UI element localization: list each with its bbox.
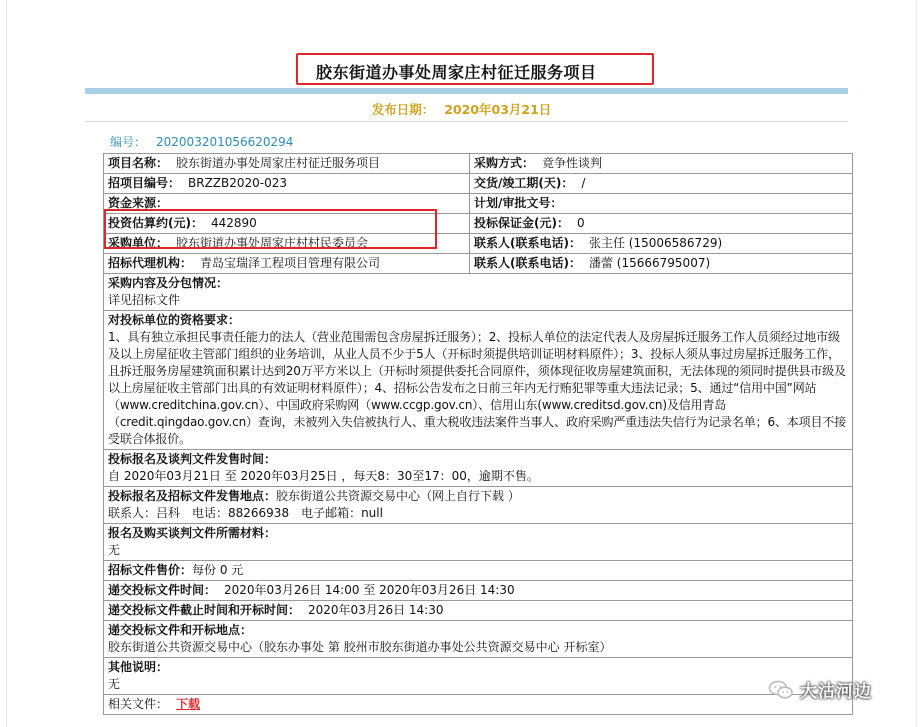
sale-place-value: 胶东街道公共资源交易中心（网上自行下载 ）	[276, 489, 520, 503]
materials-cell	[104, 524, 853, 561]
deadline-label: 递交投标文件截止时间和开标时间：	[108, 603, 301, 617]
place-cell	[104, 621, 853, 658]
document-number-label: 编号：	[110, 135, 147, 149]
other-value: 无	[108, 677, 121, 691]
deposit-label: 投标保证金(元)：	[474, 216, 569, 230]
sale-place-cell	[104, 487, 853, 524]
watermark-text: 大沽河边	[800, 682, 872, 702]
title-underline-bar	[85, 88, 848, 94]
qualification-value: 1、具有独立承担民事责任能力的法人（营业范围需包含房屋拆迁服务）；2、投标人单位的法定代表人及房屋拆迁服务工作人员须经过地市级及以上房屋征收主管部门组织的业务培训，从业人员不少于5人（开标时须提供培训证明材料原件）；3、投标人须从事过房屋拆迁服务工作，且拆迁服务房屋建筑面积累计达到20万平方米以上（开标时须提供委托合同原件，须体现征收房屋建筑面积，无法体现的须同时提供县市级及以上房屋征收主管部门出具的有效证明材料原件）；4、招标公告发布之日前三年内无行贿犯罪等重大违法记录；5、通过“信用中国”网站（www.creditchina.gov.cn）、中国政府采购网（www.ccgp.gov.cn）、信用山东(www.creditsd.gov.cn)及信用青岛（credit.qingdao.gov.cn）查询，未被列入失信被执行人、重大税收违法案件当事人、政府采购严重违法失信行为记录名单；6、本项目不接受联合体报价。	[108, 330, 847, 446]
delivery-period-label: 交货/竣工期(天)：	[474, 176, 574, 190]
plan-approval-label: 计划/审批文号：	[474, 196, 563, 210]
table-row	[104, 174, 853, 194]
content-cell	[104, 274, 853, 311]
contact2-cell	[470, 254, 853, 274]
table-row	[104, 695, 853, 715]
project-name-cell	[104, 154, 470, 174]
budget-label: 投资估算约(元)：	[108, 216, 203, 230]
divider	[85, 121, 848, 122]
download-link[interactable]: 下载	[176, 697, 201, 711]
sale-time-label: 投标报名及谈判文件发售时间：	[108, 452, 277, 466]
content-value: 详见招标文件	[108, 293, 181, 307]
table-row	[104, 581, 853, 601]
other-cell	[104, 658, 853, 695]
deposit-cell	[470, 214, 853, 234]
contact2-label: 联系人(联系电话)：	[474, 256, 581, 270]
deadline-cell	[104, 601, 853, 621]
price-label: 招标文件售价：	[108, 563, 193, 577]
document-number-value: 202003201056620294	[156, 135, 294, 149]
agency-value: 青岛宝瑞泽工程项目管理有限公司	[200, 256, 381, 270]
agency-label: 招标代理机构：	[108, 256, 193, 270]
publish-date-label: 发布日期：	[371, 102, 435, 117]
price-cell	[104, 561, 853, 581]
other-label: 其他说明：	[108, 660, 169, 674]
content-label: 采购内容及分包情况：	[108, 276, 229, 290]
tender-no-label: 招项目编号：	[108, 176, 181, 190]
fund-source-label: 资金来源：	[108, 196, 169, 210]
files-cell	[104, 695, 853, 715]
qualification-cell	[104, 311, 853, 450]
document-number	[110, 133, 293, 150]
tender-no-cell	[104, 174, 470, 194]
materials-label: 报名及购买谈判文件所需材料：	[108, 526, 277, 540]
purchase-method-label: 采购方式：	[474, 156, 535, 170]
table-row	[104, 311, 853, 450]
plan-approval-cell	[470, 194, 853, 214]
price-value: 每份 0 元	[192, 563, 244, 577]
contact2-value: 潘蕾 (15666795007)	[588, 256, 711, 270]
page-title: 胶东街道办事处周家庄村征迁服务项目	[316, 63, 597, 82]
table-row	[104, 524, 853, 561]
table-row	[104, 621, 853, 658]
purchaser-label: 采购单位：	[108, 236, 169, 250]
place-value: 胶东街道公共资源交易中心（胶东办事处 第 胶州市胶东街道办事处公共资源交易中心 开标室）	[108, 640, 612, 654]
table-row	[104, 658, 853, 695]
tender-no-value: BRZZB2020-023	[188, 176, 288, 190]
agency-cell	[104, 254, 470, 274]
project-name-label: 项目名称：	[108, 156, 169, 170]
budget-value: 442890	[210, 216, 257, 230]
deposit-value: 0	[576, 216, 585, 230]
budget-purchaser-highlight-box	[104, 209, 437, 249]
table-row	[104, 154, 853, 174]
sale-time-cell	[104, 450, 853, 487]
publish-date-value: 2020年03月21日	[444, 102, 552, 117]
table-row	[104, 450, 853, 487]
purchaser-value: 胶东街道办事处周家庄村村民委员会	[176, 236, 369, 250]
table-row	[104, 601, 853, 621]
wechat-icon	[768, 680, 794, 700]
submit-time-label: 递交投标文件时间：	[108, 583, 217, 597]
place-label: 递交投标文件和开标地点：	[108, 623, 253, 637]
delivery-period-cell	[470, 174, 853, 194]
sale-place-label: 投标报名及招标文件发售地点：	[108, 489, 277, 503]
contact1-cell	[470, 234, 853, 254]
project-name-value: 胶东街道办事处周家庄村征迁服务项目	[176, 156, 381, 170]
contact1-value: 张主任 (15006586729)	[588, 236, 723, 250]
watermark	[768, 677, 872, 702]
sale-place-contact: 联系人：吕科 电话：88266938 电子邮箱：null	[108, 506, 383, 520]
table-row	[104, 487, 853, 524]
sale-time-value: 自 2020年03月21日 至 2020年03月25日 ，每天8：30至17：00，逾期不售。	[108, 469, 539, 483]
files-label: 相关文件：	[108, 697, 169, 711]
contact1-label: 联系人(联系电话)：	[474, 236, 581, 250]
submit-time-value: 2020年03月26日 14:00 至 2020年03月26日 14:30	[224, 583, 515, 597]
qualification-label: 对投标单位的资格要求：	[108, 313, 241, 327]
table-row	[104, 254, 853, 274]
delivery-period-value: /	[581, 176, 586, 190]
deadline-value: 2020年03月26日 14:30	[308, 603, 444, 617]
publish-date	[0, 100, 923, 118]
table-row	[104, 561, 853, 581]
submit-time-cell	[104, 581, 853, 601]
materials-value: 无	[108, 543, 121, 557]
purchase-method-cell	[470, 154, 853, 174]
purchase-method-value: 竟争性谈判	[542, 156, 603, 170]
table-row	[104, 274, 853, 311]
